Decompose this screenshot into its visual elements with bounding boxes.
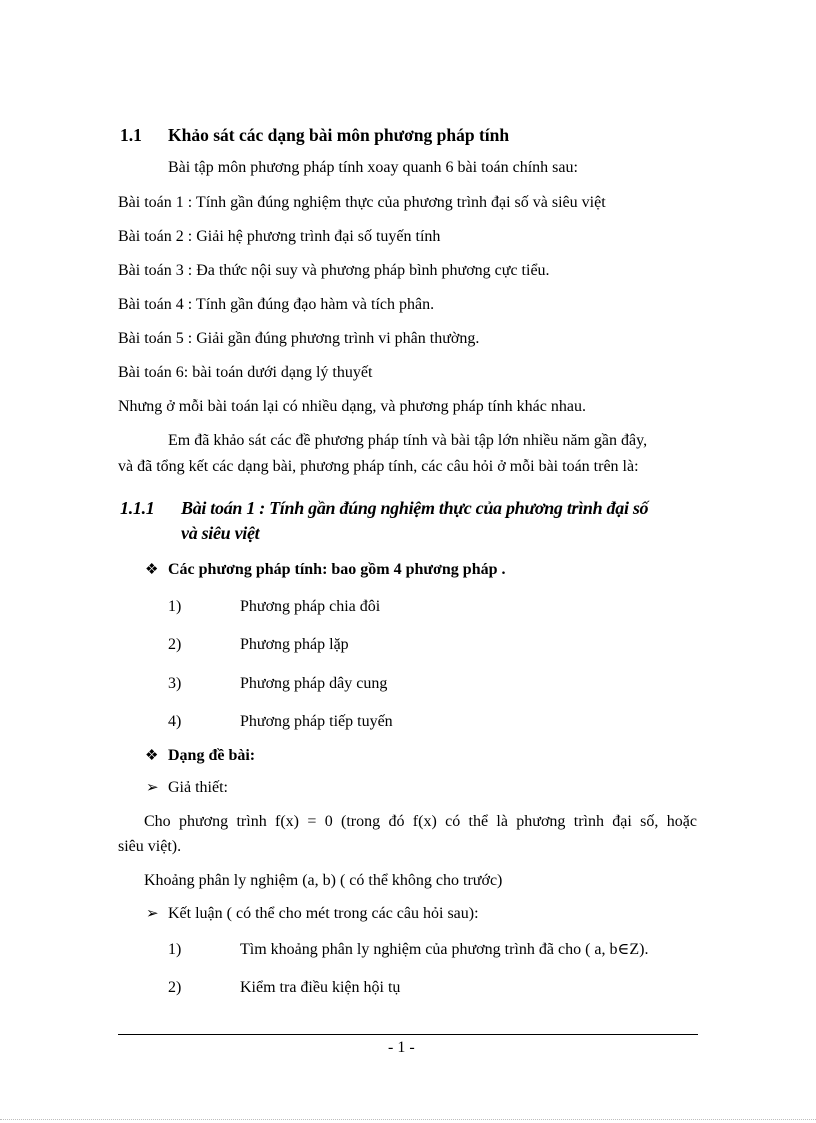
assumption-word: trình (573, 813, 604, 830)
question-number-2: 2) (168, 979, 182, 996)
question-number-1: 1) (168, 941, 182, 958)
assumption-word: hoặc (666, 813, 697, 830)
problem-line-5: Bài toán 5 : Giải gần đúng phương trình vi phân thường. (118, 330, 480, 347)
assumption-word: = (307, 813, 317, 830)
method-text-2: Phương pháp lặp (240, 636, 349, 653)
paragraph-line-1: Em đã khảo sát các đề phương pháp tính và bài tập lớn nhiều năm gần đây, (168, 432, 648, 449)
page-edge-dotted-line (0, 1119, 816, 1120)
section-number: 1.1 (120, 125, 142, 145)
assumption-word: đó (388, 813, 405, 830)
methods-heading: Các phương pháp tính: bao gồm 4 phương pháp . (168, 561, 506, 578)
assumption-word: trình (236, 813, 267, 830)
section-title: Khảo sát các dạng bài môn phương pháp tính (168, 125, 510, 145)
assumption-line-1 (144, 812, 697, 832)
assumption-word: có (445, 813, 461, 830)
method-number-1: 1) (168, 598, 182, 615)
method-number-4: 4) (168, 713, 182, 730)
assumption-word: phương (179, 813, 229, 830)
conclusion-label: Kết luận ( có thể cho mét trong các câu hỏi sau): (168, 905, 479, 922)
arrow-bullet-icon: ➢ (146, 780, 159, 796)
problem-line-3: Bài toán 3 : Đa thức nội suy và phương pháp bình phương cực tiểu. (118, 262, 550, 279)
subsection-title-line-1: Bài toán 1 : Tính gần đúng nghiệm thực của phương trình đại số (181, 498, 649, 518)
assumption-word: 0 (324, 813, 333, 830)
assumption-word: Cho (144, 813, 171, 830)
subsection-number: 1.1.1 (120, 498, 155, 518)
problem-line-1: Bài toán 1 : Tính gần đúng nghiệm thực của phương trình đại số và siêu việt (118, 194, 606, 211)
question-text-2: Kiểm tra điều kiện hội tụ (240, 979, 401, 996)
problem-line-6: Bài toán 6: bài toán dưới dạng lý thuyết (118, 364, 373, 381)
method-number-3: 3) (168, 675, 182, 692)
method-text-4: Phương pháp tiếp tuyến (240, 713, 393, 730)
assumption-line-2: siêu việt). (118, 838, 182, 855)
interval-text: Khoảng phân ly nghiệm (a, b) ( có thể không cho trước) (144, 872, 503, 889)
assumption-word: (trong (341, 813, 381, 830)
subsection-title-line-2: và siêu việt (181, 523, 260, 543)
assumption-word: đại (612, 813, 632, 830)
problem-line-4: Bài toán 4 : Tính gần đúng đạo hàm và tích phân. (118, 296, 435, 313)
assumption-label: Giả thiết: (168, 779, 228, 796)
assumption-word: là (496, 813, 508, 830)
assumption-word: phương (516, 813, 566, 830)
method-number-2: 2) (168, 636, 182, 653)
arrow-bullet-icon: ➢ (146, 906, 159, 922)
summary-text: Nhưng ở mỗi bài toán lại có nhiều dạng, và phương pháp tính khác nhau. (118, 398, 586, 415)
assumption-word: thể (468, 813, 489, 830)
assumption-word: f(x) (275, 813, 299, 830)
question-text-1: Tìm khoảng phân ly nghiệm của phương trình đã cho ( a, b∈Z). (240, 941, 649, 958)
footer-rule (118, 1034, 698, 1035)
page-number: - 1 - (388, 1039, 415, 1056)
assumption-word: f(x) (412, 813, 437, 830)
assumption-word: số, (640, 813, 659, 830)
intro-text: Bài tập môn phương pháp tính xoay quanh 6 bài toán chính sau: (168, 159, 578, 176)
problem-line-2: Bài toán 2 : Giải hệ phương trình đại số tuyến tính (118, 228, 441, 245)
method-text-3: Phương pháp dây cung (240, 675, 388, 692)
diamond-bullet-icon: ❖ (145, 748, 159, 764)
paragraph-line-2: và đã tổng kết các dạng bài, phương pháp tính, các câu hỏi ở mỗi bài toán trên là: (118, 458, 639, 475)
diamond-bullet-icon: ❖ (145, 562, 159, 578)
method-text-1: Phương pháp chia đôi (240, 598, 381, 615)
problem-form-heading: Dạng đề bài: (168, 747, 256, 764)
